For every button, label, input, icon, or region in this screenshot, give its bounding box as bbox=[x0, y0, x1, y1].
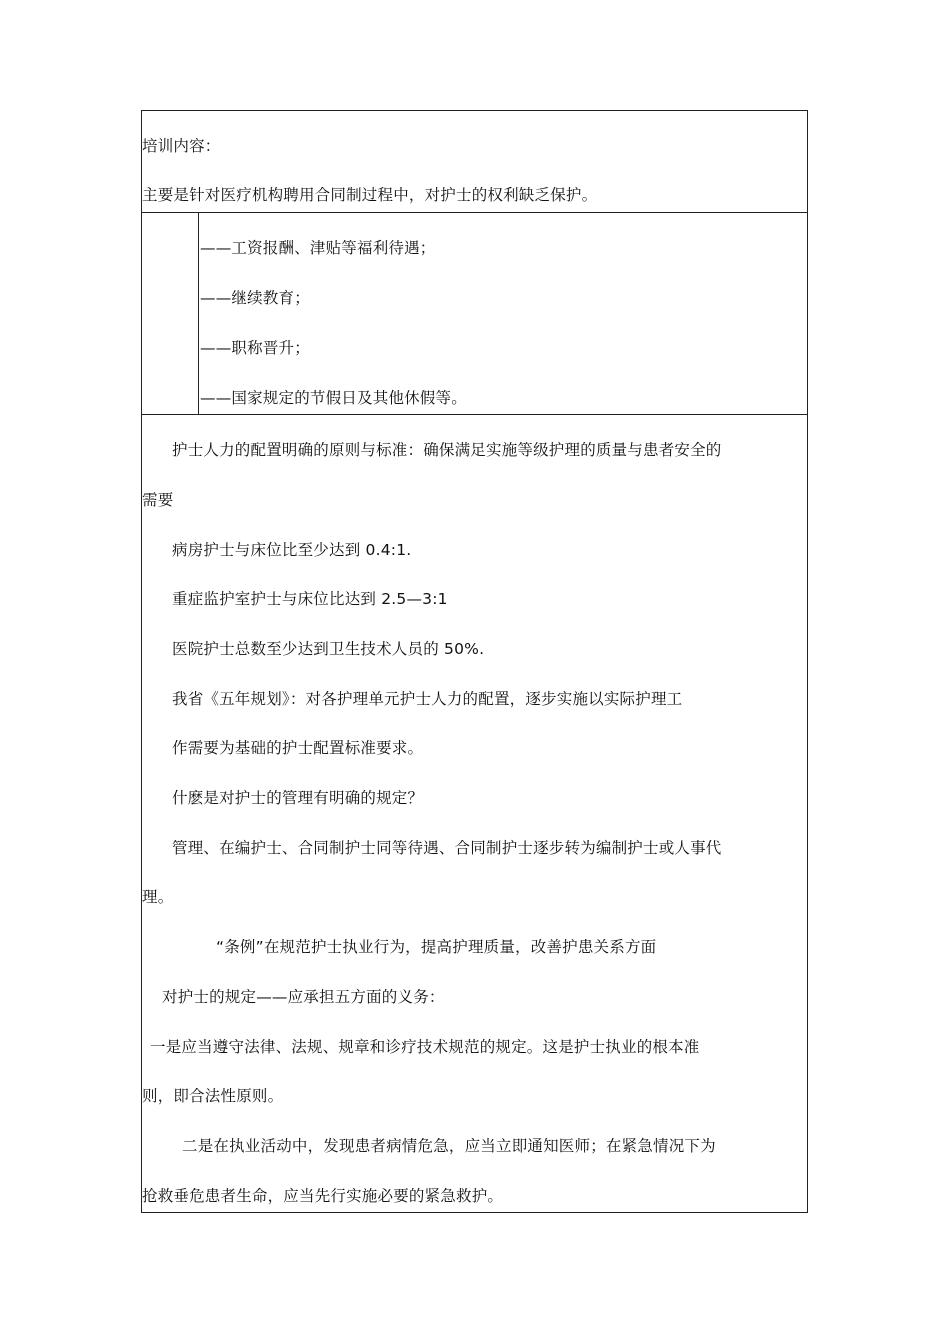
regulations-section bbox=[141, 414, 808, 1213]
column-divider bbox=[198, 213, 199, 414]
paragraph-line: 管理、在编护士、合同制护士同等待遇、合同制护士逐步转为编制护士或人事代 bbox=[172, 839, 722, 857]
paragraph-line: 病房护士与床位比至少达到 0.4:1. bbox=[172, 541, 412, 559]
paragraph-line: 理。 bbox=[142, 888, 174, 906]
intro-paragraph: 主要是针对医疗机构聘用合同制过程中，对护士的权利缺乏保护。 bbox=[142, 186, 598, 204]
paragraph-line: 我省《五年规划》：对各护理单元护士人力的配置，逐步实施以实际护理工 bbox=[172, 690, 683, 708]
paragraph-line: “条例”在规范护士执业行为，提高护理质量，改善护患关系方面 bbox=[216, 938, 657, 956]
rights-list-section bbox=[141, 212, 808, 415]
paragraph-line: 需要 bbox=[142, 491, 174, 509]
training-content-section bbox=[141, 110, 808, 213]
paragraph-line: 则，即合法性原则。 bbox=[142, 1087, 284, 1105]
paragraph-line: 对护士的规定——应承担五方面的义务： bbox=[162, 988, 445, 1006]
list-item: ——国家规定的节假日及其他休假等。 bbox=[200, 389, 467, 407]
paragraph-line: 医院护士总数至少达到卫生技术人员的 50%. bbox=[172, 640, 485, 658]
list-item: ——职称晋升； bbox=[200, 339, 310, 357]
list-item: ——继续教育； bbox=[200, 289, 310, 307]
paragraph-line: 二是在执业活动中，发现患者病情危急，应当立即通知医师；在紧急情况下为 bbox=[182, 1137, 716, 1155]
paragraph-line: 一是应当遵守法律、法规、规章和诊疗技术规范的规定。这是护士执业的根本准 bbox=[150, 1038, 700, 1056]
paragraph-line: 抢救垂危患者生命，应当先行实施必要的紧急救护。 bbox=[142, 1187, 504, 1205]
paragraph-line: 重症监护室护士与床位比达到 2.5—3:1 bbox=[172, 590, 448, 608]
paragraph-line: 护士人力的配置明确的原则与标准：确保满足实施等级护理的质量与患者安全的 bbox=[172, 441, 722, 459]
paragraph-line: 什麽是对护士的管理有明确的规定？ bbox=[172, 789, 424, 807]
list-item: ——工资报酬、津贴等福利待遇； bbox=[200, 239, 436, 257]
paragraph-line: 作需要为基础的护士配置标准要求。 bbox=[172, 739, 424, 757]
section-heading: 培训内容： bbox=[142, 137, 221, 155]
